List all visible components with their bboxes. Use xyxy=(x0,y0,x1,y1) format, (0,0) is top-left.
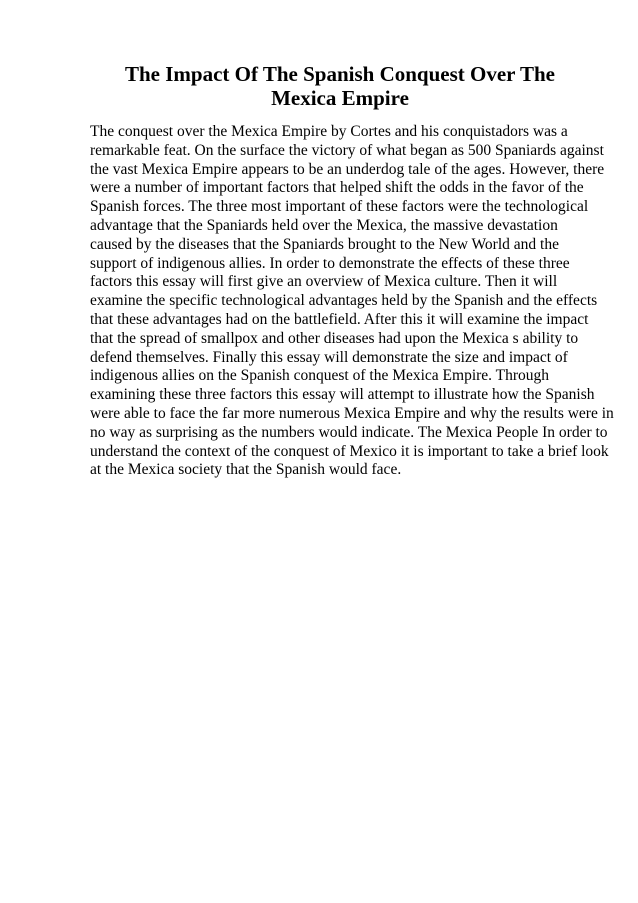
body-line: advantage that the Spaniards held over the Mexica, the massive devastation xyxy=(90,216,558,234)
body-line: Spanish forces. The three most important of these factors were the technological xyxy=(90,198,589,216)
document-title: The Impact Of The Spanish Conquest Over The Mexica Empire xyxy=(124,62,555,110)
body-line: were able to face the far more numerous Mexica Empire and why the results were in xyxy=(90,404,614,422)
body-line: were a number of important factors that helped shift the odds in the favor of the xyxy=(90,179,584,197)
body-line: indigenous allies on the Spanish conquest of the Mexica Empire. Through xyxy=(90,367,550,385)
body-line: that the spread of smallpox and other diseases had upon the Mexica s ability to xyxy=(90,329,579,347)
body-line: factors this essay will first give an overview of Mexica culture. Then it will xyxy=(90,273,558,291)
body-line: the vast Mexica Empire appears to be an underdog tale of the ages. However, there xyxy=(90,160,605,178)
body-line: support of indigenous allies. In order to demonstrate the effects of these three xyxy=(90,254,570,272)
document-body xyxy=(90,123,614,480)
body-line: remarkable feat. On the surface the victory of what began as 500 Spaniards against xyxy=(90,141,604,159)
body-line: at the Mexica society that the Spanish would face. xyxy=(90,461,402,479)
body-line: examining these three factors this essay will attempt to illustrate how the Spanish xyxy=(90,386,595,404)
body-line: understand the context of the conquest of Mexico it is important to take a brief look xyxy=(90,442,609,460)
body-line: caused by the diseases that the Spaniards brought to the New World and the xyxy=(90,235,559,253)
body-line: defend themselves. Finally this essay will demonstrate the size and impact of xyxy=(90,348,568,366)
body-line: The conquest over the Mexica Empire by Cortes and his conquistadors was a xyxy=(90,123,568,140)
body-line: that these advantages had on the battlefield. After this it will examine the impact xyxy=(90,310,589,328)
body-line: examine the specific technological advantages held by the Spanish and the effects xyxy=(90,292,598,310)
body-line: no way as surprising as the numbers would indicate. The Mexica People In order to xyxy=(90,423,608,441)
